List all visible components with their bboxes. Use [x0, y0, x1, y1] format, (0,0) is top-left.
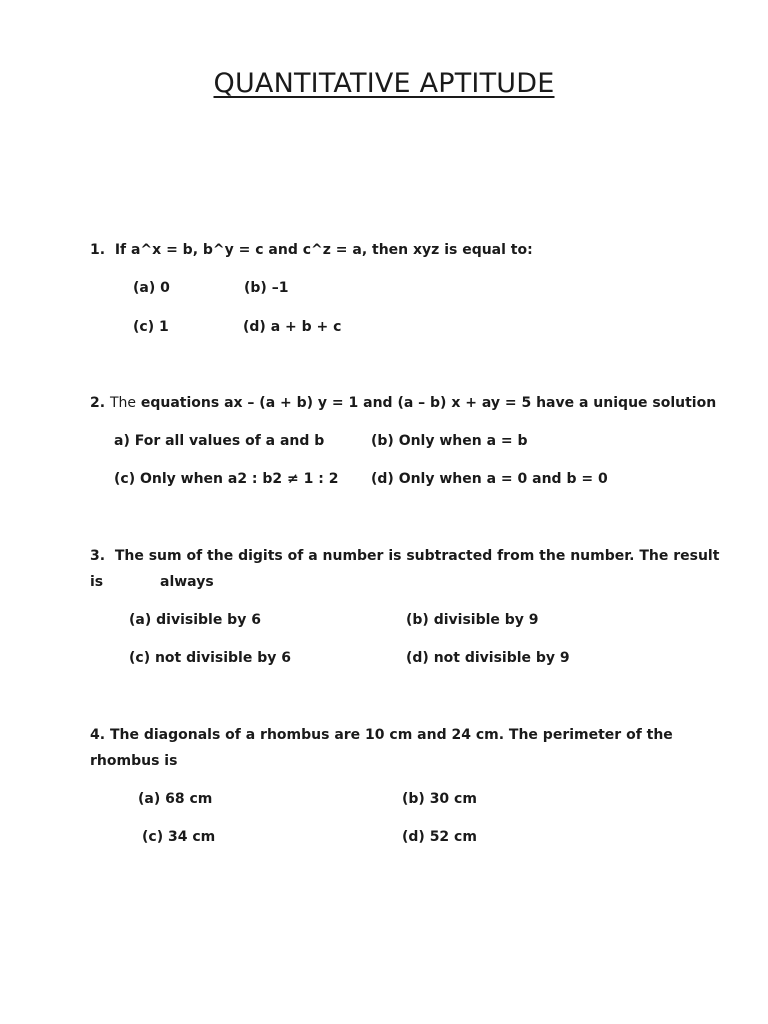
question-3-cont-b: always	[160, 574, 214, 590]
q2-option-d: (d) Only when a = 0 and b = 0	[371, 471, 608, 487]
question-4-text: . The diagonals of a rhombus are 10 cm and 24 cm. The perimeter of the	[99, 727, 673, 743]
question-4	[90, 726, 673, 744]
q4-option-d: (d) 52 cm	[402, 829, 477, 845]
q1-option-a: (a) 0	[133, 280, 170, 296]
question-1-number: 1.	[90, 242, 106, 258]
question-4-cont: rhombus is	[90, 753, 178, 769]
q1-option-c: (c) 1	[133, 319, 169, 335]
q4-option-c: (c) 34 cm	[142, 829, 216, 845]
q2-option-c: (c) Only when a2 : b2 ≠ 1 : 2	[114, 471, 339, 487]
q3-option-c: (c) not divisible by 6	[129, 650, 291, 666]
q1-option-d: (d) a + b + c	[243, 319, 342, 335]
q3-option-a: (a) divisible by 6	[129, 612, 261, 628]
q1-option-b: (b) –1	[244, 280, 289, 296]
q2-option-b: (b) Only when a = b	[371, 433, 528, 449]
question-4-number: 4	[90, 727, 100, 743]
page-title: QUANTITATIVE APTITUDE	[213, 68, 555, 99]
question-2	[90, 394, 716, 412]
question-1-text: If a^x = b, b^y = c and c^z = a, then xyz is equal to:	[114, 242, 533, 258]
question-2-number: 2.	[90, 395, 106, 411]
question-3-cont-a: is	[90, 574, 104, 590]
question-1	[90, 241, 533, 259]
q3-option-d: (d) not divisible by 9	[406, 650, 570, 666]
q4-option-a: (a) 68 cm	[138, 791, 213, 807]
q4-option-b: (b) 30 cm	[402, 791, 477, 807]
question-2-lead: The	[109, 395, 136, 411]
q2-option-a: a) For all values of a and b	[114, 433, 325, 449]
question-2-text: equations ax – (a + b) y = 1 and (a – b) x + ay = 5 have a unique solution	[140, 395, 717, 411]
question-3-text: The sum of the digits of a number is subtracted from the number. The result	[114, 548, 720, 564]
q3-option-b: (b) divisible by 9	[406, 612, 539, 628]
question-3	[90, 547, 719, 565]
question-3-number: 3.	[90, 548, 106, 564]
